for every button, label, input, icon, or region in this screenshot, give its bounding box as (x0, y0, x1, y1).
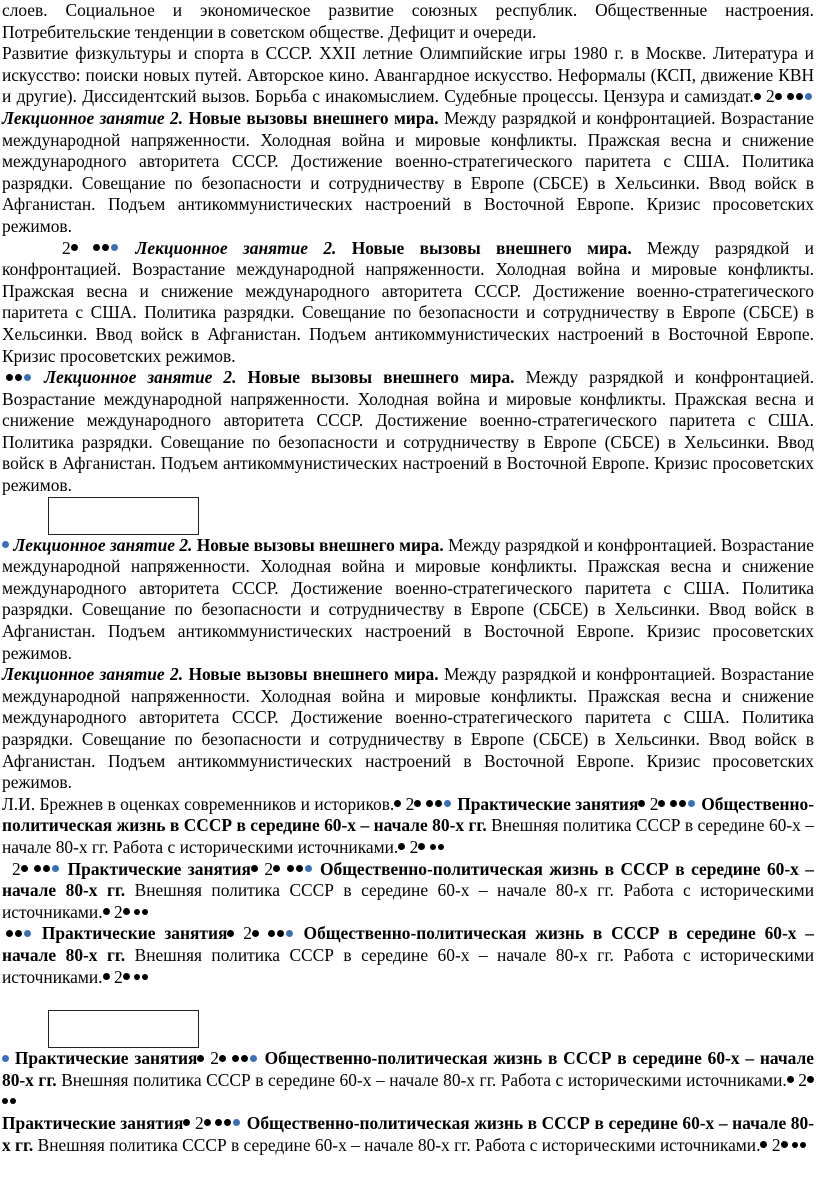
bullet-dot-icon (787, 93, 794, 100)
bullet-dot-icon (224, 1119, 231, 1126)
bullet-dot-icon (134, 909, 140, 915)
blue-bullet-dot-icon (305, 865, 312, 872)
bullet-dot-icon (43, 865, 50, 872)
number-label: 2 (649, 793, 659, 814)
practical-body: Внешняя политика СССР в середине 60-х – начале 80-х гг. Работа с историческими источниками. (61, 1069, 787, 1090)
empty-box (48, 497, 199, 535)
lecture-body: Между разрядкой и конфронтацией. Возрастание международной напряженности. Холодная война и мировые конфликты. Пражская весна и снижение международного авторитета СССР. Достижение военно-стратегического паритета с США. Политика разрядки. Совещание по безопасности и сотрудничеству в Европе (СБСЕ) в Хельсинки. Ввод войск в Афганистан. Подъем антикоммунистических настроений в Восточной Европе. Кризис просоветских режимов. (2, 237, 814, 366)
lecture-heading: Новые вызовы внешнего мира. (188, 664, 439, 685)
lecture-heading: Новые вызовы внешнего мира. (196, 534, 444, 555)
bullet-dot-icon (418, 843, 425, 850)
practical-heading: Общественно-политическая жизнь в СССР в середине 60-х – начале 80-х гг. (2, 858, 814, 901)
paragraph-practical-4 (2, 1048, 816, 1113)
paragraph-practical-5 (2, 1113, 816, 1156)
spacer (2, 988, 816, 1010)
bullet-dot-icon (792, 1142, 798, 1148)
empty-box (48, 1010, 199, 1048)
blue-bullet-dot-icon (24, 374, 31, 381)
number-label: 2 (264, 858, 274, 879)
bullet-dot-icon (204, 1119, 211, 1126)
bullet-dot-icon (102, 244, 109, 251)
bullet-dot-icon (251, 865, 258, 872)
bullet-dot-icon (800, 1142, 806, 1148)
blue-bullet-dot-icon (52, 865, 59, 872)
lecture-body: Между разрядкой и конфронтацией. Возрастание международной напряженности. Холодная война и мировые конфликты. Пражская весна и снижение международного авторитета СССР. Достижение военно-стратегического паритета с США. Политика разрядки. Совещание по безопасности и сотрудничеству в Европе (СБСЕ) в Хельсинки. Ввод войск в Афганистан. Подъем антикоммунистических настроений в Восточной Европе. Кризис просоветских режимов. (2, 664, 814, 793)
bullet-dot-icon (438, 844, 444, 850)
blue-bullet-dot-icon (111, 244, 118, 251)
number-label: 2 (210, 1048, 219, 1069)
bullet-dot-icon (227, 930, 234, 937)
bullet-dot-icon (103, 973, 110, 980)
bullet-dot-icon (414, 800, 421, 807)
paragraph-brezhnev (2, 794, 816, 859)
practical-title: Практические занятия (14, 1048, 198, 1069)
practical-title: Практические занятия (457, 793, 639, 814)
lecture-title: Лекционное занятие 2. (13, 534, 193, 555)
number-label: 2 (405, 793, 415, 814)
lecture-body: Между разрядкой и конфронтацией. Возрастание международной напряженности. Холодная война и мировые конфликты. Пражская весна и снижение международного авторитета СССР. Достижение военно-стратегического паритета с США. Политика разрядки. Совещание по безопасности и сотрудничеству в Европе (СБСЕ) в Хельсинки. Ввод войск в Афганистан. Подъем антикоммунистических настроений в Восточной Европе. Кризис просоветских режимов. (2, 367, 815, 496)
bullet-dot-icon (807, 1076, 814, 1083)
bullet-dot-icon (103, 908, 110, 915)
bullet-dot-icon (435, 800, 442, 807)
bullet-dot-icon (277, 930, 284, 937)
bullet-dot-icon (34, 865, 41, 872)
bullet-dot-icon (15, 930, 22, 937)
bullet-dot-icon (787, 1076, 794, 1083)
number-label: 2 (766, 86, 775, 107)
number-label: 2 (12, 858, 21, 879)
lecture-title: Лекционное занятие 2. (135, 237, 337, 258)
paragraph-culture (2, 43, 816, 237)
practical-heading: Общественно-политическая жизнь в СССР в середине 60-х – начале 80-х гг. (2, 1112, 814, 1155)
lecture-title: Лекционное занятие 2. (2, 664, 184, 685)
bullet-dot-icon (219, 1055, 226, 1062)
number-label: 2 (113, 901, 123, 922)
paragraph-practical-3 (2, 923, 816, 988)
bullet-dot-icon (2, 1098, 8, 1104)
bullet-dot-icon (781, 1141, 788, 1148)
bullet-dot-icon (93, 244, 100, 251)
bullet-dot-icon (123, 973, 130, 980)
paragraph-lecture-2 (2, 238, 816, 368)
paragraph-lecture-5 (2, 664, 816, 794)
bullet-dot-icon (268, 930, 275, 937)
brezhnev-text: Л.И. Брежнев в оценках современников и историков. (2, 793, 395, 814)
bullet-dot-icon (796, 93, 803, 100)
bullet-dot-icon (71, 244, 78, 251)
practical-heading: Общественно-политическая жизнь в СССР в середине 60-х – начале 80-х гг. (2, 793, 815, 836)
blue-bullet-dot-icon (24, 930, 31, 937)
bullet-dot-icon (679, 800, 686, 807)
bullet-dot-icon (10, 1098, 16, 1104)
bullet-dot-icon (287, 865, 294, 872)
bullet-dot-icon (775, 93, 782, 100)
number-label: 2 (243, 923, 252, 944)
bullet-dot-icon (232, 1055, 239, 1062)
practical-heading: Общественно-политическая жизнь в СССР в середине 60-х – начале 80-х гг. (2, 923, 814, 965)
lecture-title: Лекционное занятие 2. (44, 367, 237, 388)
practical-title: Практические занятия (2, 1112, 184, 1133)
practical-body: Внешняя политика СССР в середине 60-х – начале 80-х гг. Работа с историческими источниками. (2, 815, 814, 857)
blue-bullet-dot-icon (286, 930, 293, 937)
lecture-heading: Новые вызовы внешнего мира. (188, 107, 439, 128)
lecture-heading: Новые вызовы внешнего мира. (351, 237, 632, 258)
paragraph-social: слоев. Социальное и экономическое развитие союзных республик. Общественные настроения. Потребительские тенденции в советском обществе. Дефицит и очереди. (2, 0, 814, 42)
blue-bullet-dot-icon (444, 800, 451, 807)
bullet-dot-icon (183, 1119, 190, 1126)
practical-body: Внешняя политика СССР в середине 60-х – начале 80-х гг. Работа с историческими источниками. (2, 944, 814, 987)
blue-bullet-dot-icon (805, 93, 812, 100)
lecture-body: Между разрядкой и конфронтацией. Возрастание международной напряженности. Холодная война и мировые конфликты. Пражская весна и снижение международного авторитета СССР. Достижение военно-стратегического паритета с США. Политика разрядки. Совещание по безопасности и сотрудничеству в Европе (СБСЕ) в Хельсинки. Ввод войск в Афганистан. Подъем антикоммунистических настроений в Восточной Европе. Кризис просоветских режимов. (2, 107, 814, 236)
bullet-dot-icon (638, 800, 645, 807)
practical-title: Практические занятия (67, 858, 251, 879)
bullet-dot-icon (754, 93, 761, 100)
bullet-dot-icon (123, 908, 130, 915)
bullet-dot-icon (670, 800, 677, 807)
number-label: 2 (113, 966, 123, 987)
bullet-dot-icon (197, 1055, 204, 1062)
bullet-dot-icon (142, 974, 148, 980)
bullet-dot-icon (142, 909, 148, 915)
bullet-dot-icon (6, 930, 13, 937)
lecture-body: Между разрядкой и конфронтацией. Возрастание международной напряженности. Холодная война и мировые конфликты. Пражская весна и снижение международного авторитета СССР. Достижение военно-стратегического паритета с США. Политика разрядки. Совещание по безопасности и сотрудничеству в Европе (СБСЕ) в Хельсинки. Ввод войск в Афганистан. Подъем антикоммунистических настроений в Восточной Европе. Кризис просоветских режимов. (2, 534, 814, 663)
bullet-dot-icon (134, 974, 140, 980)
bullet-dot-icon (6, 374, 13, 381)
bullet-dot-icon (426, 800, 433, 807)
bullet-dot-icon (15, 374, 22, 381)
number-label: 2 (771, 1134, 781, 1155)
bullet-dot-icon (296, 865, 303, 872)
bullet-dot-icon (215, 1119, 222, 1126)
practical-body: Внешняя политика СССР в середине 60-х – начале 80-х гг. Работа с историческими источниками. (37, 1134, 761, 1155)
paragraph-lecture-4 (2, 535, 816, 665)
bullet-dot-icon (430, 844, 436, 850)
paragraph-lecture-3 (2, 367, 816, 497)
blue-bullet-dot-icon (2, 1055, 9, 1062)
blue-bullet-dot-icon (688, 800, 695, 807)
bullet-dot-icon (241, 1055, 248, 1062)
blue-bullet-dot-icon (250, 1055, 257, 1062)
lecture-heading: Новые вызовы внешнего мира. (247, 367, 515, 388)
paragraph-practical-2 (2, 859, 816, 924)
bullet-dot-icon (394, 800, 401, 807)
bullet-dot-icon (252, 930, 259, 937)
lecture-title: Лекционное занятие 2. (2, 107, 184, 128)
number-label: 2 (798, 1069, 807, 1090)
blue-bullet-dot-icon (233, 1119, 240, 1126)
culture-text: Развитие физкультуры и спорта в СССР. XXII летние Олимпийские игры 1980 г. в Москве. Литература и искусство: поиски новых путей. Авторское кино. Авангардное искусство. Неформалы (КСП, движение КВН и другие). Диссидентский вызов. Борьба с инакомыслием. Судебные процессы. Цензура и самиздат. (2, 43, 814, 107)
practical-heading: Общественно-политическая жизнь в СССР в середине 60-х – начале 80-х гг. (2, 1048, 815, 1090)
number-label: 2 (62, 237, 71, 258)
number-label: 2 (409, 836, 419, 857)
bullet-dot-icon (760, 1141, 767, 1148)
bullet-dot-icon (658, 800, 665, 807)
number-label: 2 (194, 1112, 204, 1133)
bullet-dot-icon (398, 843, 405, 850)
bullet-dot-icon (21, 865, 28, 872)
bullet-dot-icon (273, 865, 280, 872)
practical-body: Внешняя политика СССР в середине 60-х – начале 80-х гг. Работа с историческими источниками. (2, 880, 814, 922)
practical-title: Практические занятия (41, 923, 228, 944)
blue-bullet-dot-icon (2, 541, 9, 548)
